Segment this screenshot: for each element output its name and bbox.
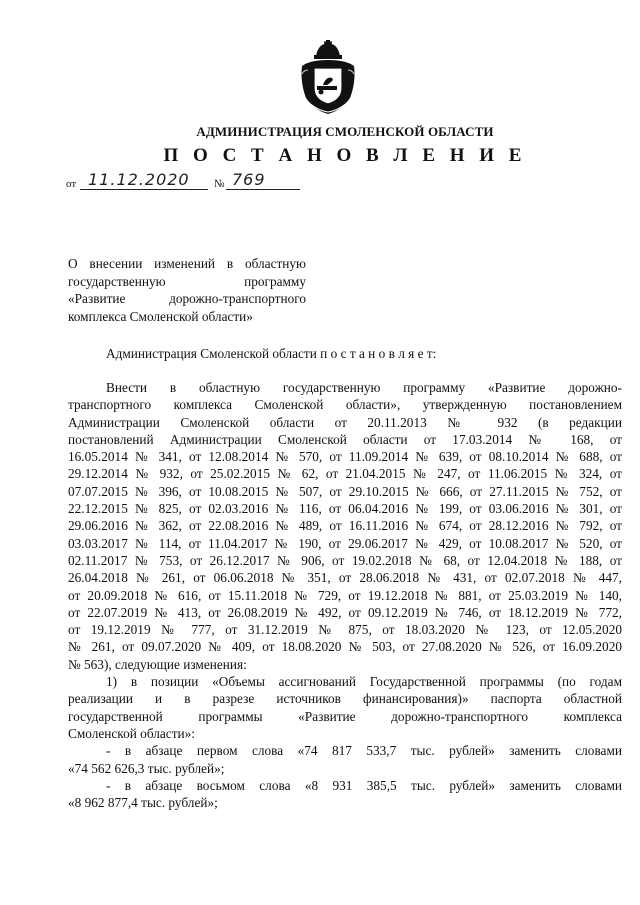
body-line: 1) в позиции «Объемы ассигнований Государственной программы (по годам [106, 674, 622, 690]
body-line: 29.12.2014 № 932, от 25.02.2015 № 62, от 21.04.2015 № 247, от 11.06.2015 № 324, от [68, 466, 622, 482]
organization-title: АДМИНИСТРАЦИЯ СМОЛЕНСКОЙ ОБЛАСТИ [196, 124, 494, 139]
body-line: № 261, от 09.07.2020 № 409, от 18.08.2020 № 503, от 27.08.2020 № 526, от 16.09.2020 [68, 639, 622, 655]
body-line: - в абзаце первом слова «74 817 533,7 тыс. рублей» заменить словами [106, 743, 622, 759]
body-line: 02.11.2017 № 753, от 26.12.2017 № 906, от 19.02.2018 № 68, от 12.04.2018 № 188, от [68, 552, 622, 568]
handwritten-date: 11.12.2020 [88, 170, 190, 189]
document-body [68, 379, 622, 811]
body-line: от 22.07.2019 № 413, от 26.08.2019 № 492, от 09.12.2019 № 746, от 18.12.2019 № 772, [68, 604, 622, 620]
body-line: 26.04.2018 № 261, от 06.06.2018 № 351, от 28.06.2018 № 431, от 02.07.2018 № 447, [68, 570, 622, 586]
body-line: № 563), следующие изменения: [68, 656, 247, 672]
number-underline [226, 189, 300, 190]
number-label: № [214, 178, 225, 190]
body-line: «8 962 877,4 тыс. рублей»; [68, 795, 218, 811]
document-subject [68, 255, 306, 325]
body-line: 07.07.2015 № 396, от 10.08.2015 № 507, от 29.10.2015 № 666, от 27.11.2015 № 752, от [68, 483, 622, 499]
body-line: государственной программы «Развитие дорожно-транспортного комплекса [68, 708, 622, 724]
body-line: 03.03.2017 № 114, от 11.04.2017 № 190, от 29.06.2017 № 429, от 10.08.2017 № 520, от [68, 535, 622, 551]
body-line: от 20.09.2018 № 616, от 15.11.2018 № 729, от 19.12.2018 № 881, от 25.03.2019 № 140, [68, 587, 622, 603]
body-line: - в абзаце восьмом слова «8 931 385,5 тыс. рублей» заменить словами [106, 777, 622, 793]
body-line: Администрации Смоленской области от 20.11.2013 № 932 (в редакции [68, 414, 622, 430]
subject-line: «Развитие дорожно-транспортного [68, 291, 306, 306]
date-number-line [66, 172, 326, 192]
subject-line: О внесении изменений в областную [68, 256, 306, 271]
body-line: 29.06.2016 № 362, от 22.08.2016 № 489, от 16.11.2016 № 674, от 28.12.2016 № 792, от [68, 518, 622, 534]
date-underline [80, 189, 208, 190]
body-line: Смоленской области»: [68, 725, 195, 741]
date-label: от [66, 178, 77, 190]
body-line: 16.05.2014 № 341, от 12.08.2014 № 570, от 11.09.2014 № 639, от 08.10.2014 № 688, от [68, 449, 622, 465]
body-line: реализации и в разрезе источников финансирования)» паспорта областной [68, 691, 622, 707]
subject-line: комплекса Смоленской области» [68, 308, 253, 324]
document-type-title: П О С Т А Н О В Л Е Н И Е [163, 145, 527, 166]
subject-line: государственную программу [68, 273, 306, 289]
body-line: транспортного комплекса Смоленской области», утвержденную постановлением [68, 397, 622, 413]
coat-of-arms-emblem [296, 40, 360, 116]
body-line: Внести в областную государственную программу «Развитие дорожно- [106, 380, 622, 395]
body-line: постановлений Администрации Смоленской области от 17.03.2014 № 168, от [68, 431, 622, 447]
body-line: от 19.12.2019 № 777, от 31.12.2019 № 875, от 18.03.2020 № 123, от 12.05.2020 [68, 622, 622, 638]
resolution-intro: Администрация Смоленской области п о с т а н о в л я е т: [106, 346, 437, 361]
handwritten-number: 769 [232, 170, 266, 189]
body-line: «74 562 626,3 тыс. рублей»; [68, 760, 225, 776]
body-line: 22.12.2015 № 825, от 02.03.2016 № 116, от 06.04.2016 № 199, от 03.06.2016 № 301, от [68, 501, 622, 517]
